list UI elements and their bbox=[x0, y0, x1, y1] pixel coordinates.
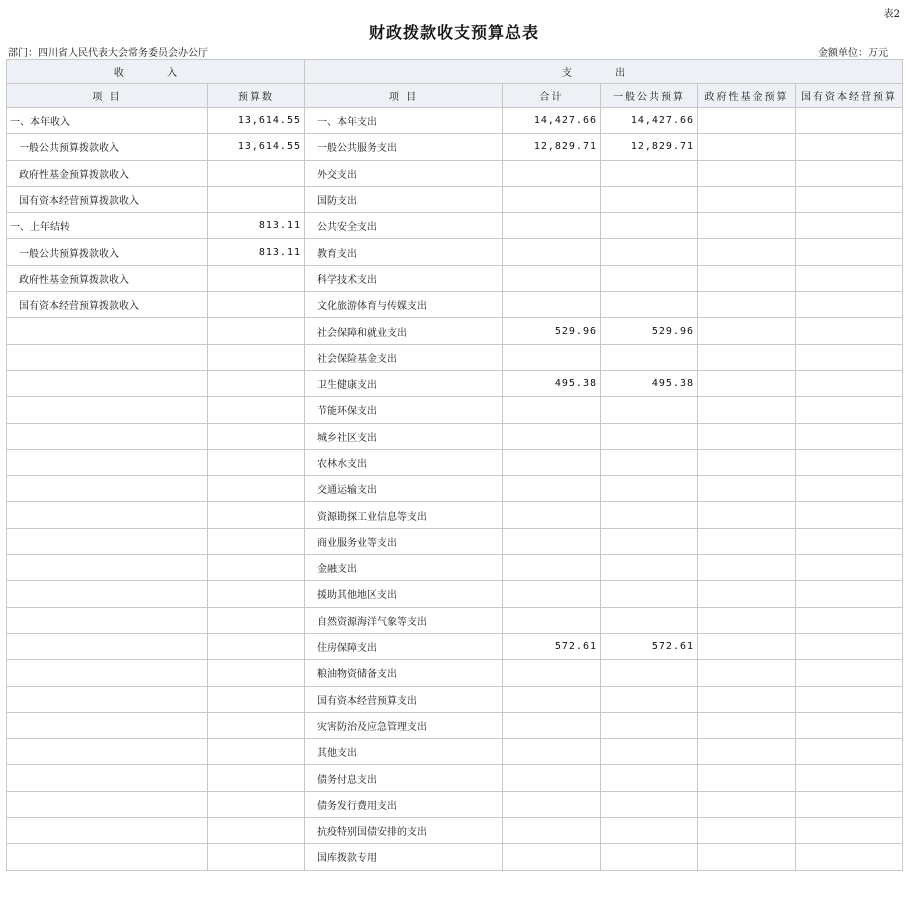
total-cell bbox=[503, 581, 601, 607]
gov-fund-cell bbox=[698, 660, 796, 686]
table-row bbox=[7, 476, 903, 502]
state-capital-cell bbox=[796, 265, 903, 291]
total-cell bbox=[503, 186, 601, 212]
gov-fund-cell bbox=[698, 844, 796, 870]
total-cell bbox=[503, 397, 601, 423]
gov-fund-cell bbox=[698, 739, 796, 765]
expense-item-cell: 一、本年支出 bbox=[305, 108, 503, 134]
gov-fund-cell bbox=[698, 818, 796, 844]
general-budget-cell bbox=[601, 712, 698, 738]
gov-fund-header: 政府性基金预算 bbox=[698, 84, 796, 108]
expense-item-cell: 商业服务业等支出 bbox=[305, 528, 503, 554]
income-amount-cell bbox=[208, 344, 305, 370]
expense-item-cell: 文化旅游体育与传媒支出 bbox=[305, 292, 503, 318]
gov-fund-cell bbox=[698, 160, 796, 186]
expense-item-cell: 自然资源海洋气象等支出 bbox=[305, 607, 503, 633]
expense-item-header: 项 目 bbox=[305, 84, 503, 108]
table-row bbox=[7, 186, 903, 212]
income-item-cell bbox=[7, 502, 208, 528]
expense-item-cell: 科学技术支出 bbox=[305, 265, 503, 291]
total-cell bbox=[503, 160, 601, 186]
income-amount-cell bbox=[208, 712, 305, 738]
gov-fund-cell bbox=[698, 344, 796, 370]
gov-fund-cell bbox=[698, 633, 796, 659]
gov-fund-cell bbox=[698, 397, 796, 423]
gov-fund-cell bbox=[698, 607, 796, 633]
total-cell bbox=[503, 607, 601, 633]
state-capital-cell bbox=[796, 555, 903, 581]
total-cell bbox=[503, 213, 601, 239]
table-row bbox=[7, 765, 903, 791]
income-amount-cell bbox=[208, 160, 305, 186]
gov-fund-cell bbox=[698, 186, 796, 212]
income-item-cell: 政府性基金预算拨款收入 bbox=[7, 265, 208, 291]
gov-fund-cell bbox=[698, 502, 796, 528]
income-amount-cell bbox=[208, 186, 305, 212]
table-row bbox=[7, 108, 903, 134]
income-item-cell bbox=[7, 476, 208, 502]
total-cell bbox=[503, 844, 601, 870]
total-cell: 495.38 bbox=[503, 370, 601, 396]
general-budget-cell bbox=[601, 397, 698, 423]
expense-item-cell: 其他支出 bbox=[305, 739, 503, 765]
gov-fund-cell bbox=[698, 239, 796, 265]
general-budget-cell bbox=[601, 423, 698, 449]
table-row bbox=[7, 844, 903, 870]
gov-fund-cell bbox=[698, 108, 796, 134]
gov-fund-cell bbox=[698, 791, 796, 817]
total-cell bbox=[503, 712, 601, 738]
table-row bbox=[7, 265, 903, 291]
gov-fund-cell bbox=[698, 712, 796, 738]
income-item-cell bbox=[7, 739, 208, 765]
income-item-cell: 政府性基金预算拨款收入 bbox=[7, 160, 208, 186]
expense-item-cell: 公共安全支出 bbox=[305, 213, 503, 239]
total-cell: 529.96 bbox=[503, 318, 601, 344]
gov-fund-cell bbox=[698, 370, 796, 396]
expense-item-cell: 灾害防治及应急管理支出 bbox=[305, 712, 503, 738]
total-cell: 572.61 bbox=[503, 633, 601, 659]
total-cell bbox=[503, 502, 601, 528]
table-row bbox=[7, 134, 903, 160]
state-capital-cell bbox=[796, 423, 903, 449]
state-capital-header: 国有资本经营预算 bbox=[796, 84, 903, 108]
expense-item-cell: 社会保障和就业支出 bbox=[305, 318, 503, 344]
expense-item-cell: 国有资本经营预算支出 bbox=[305, 686, 503, 712]
table-row bbox=[7, 370, 903, 396]
expense-item-cell: 金融支出 bbox=[305, 555, 503, 581]
table-row bbox=[7, 528, 903, 554]
general-budget-cell bbox=[601, 265, 698, 291]
general-budget-cell: 529.96 bbox=[601, 318, 698, 344]
general-budget-cell bbox=[601, 213, 698, 239]
table-row bbox=[7, 344, 903, 370]
total-cell bbox=[503, 765, 601, 791]
expense-item-cell: 资源勘探工业信息等支出 bbox=[305, 502, 503, 528]
expense-item-cell: 粮油物资储备支出 bbox=[305, 660, 503, 686]
income-amount-cell bbox=[208, 765, 305, 791]
income-amount-cell bbox=[208, 318, 305, 344]
general-budget-cell bbox=[601, 818, 698, 844]
income-amount-cell: 13,614.55 bbox=[208, 108, 305, 134]
income-item-cell bbox=[7, 344, 208, 370]
state-capital-cell bbox=[796, 370, 903, 396]
gov-fund-cell bbox=[698, 318, 796, 344]
general-budget-cell bbox=[601, 765, 698, 791]
gov-fund-cell bbox=[698, 686, 796, 712]
table-row bbox=[7, 660, 903, 686]
total-cell bbox=[503, 791, 601, 817]
gov-fund-cell bbox=[698, 765, 796, 791]
total-cell bbox=[503, 476, 601, 502]
gov-fund-cell bbox=[698, 265, 796, 291]
state-capital-cell bbox=[796, 449, 903, 475]
income-item-cell bbox=[7, 370, 208, 396]
general-budget-cell bbox=[601, 739, 698, 765]
total-cell bbox=[503, 265, 601, 291]
income-item-cell bbox=[7, 318, 208, 344]
income-item-cell bbox=[7, 423, 208, 449]
state-capital-cell bbox=[796, 739, 903, 765]
income-header: 收 入 bbox=[7, 60, 305, 84]
income-amount-cell bbox=[208, 818, 305, 844]
expense-item-cell: 城乡社区支出 bbox=[305, 423, 503, 449]
general-budget-cell: 572.61 bbox=[601, 633, 698, 659]
page-title: 财政拨款收支预算总表 bbox=[368, 23, 539, 42]
total-cell bbox=[503, 292, 601, 318]
income-item-cell: 国有资本经营预算拨款收入 bbox=[7, 292, 208, 318]
income-amount-cell: 813.11 bbox=[208, 213, 305, 239]
state-capital-cell bbox=[796, 818, 903, 844]
table-row bbox=[7, 239, 903, 265]
income-item-cell: 一般公共预算拨款收入 bbox=[7, 134, 208, 160]
state-capital-cell bbox=[796, 607, 903, 633]
income-item-cell bbox=[7, 528, 208, 554]
total-cell bbox=[503, 344, 601, 370]
income-item-cell bbox=[7, 660, 208, 686]
income-amount-cell bbox=[208, 292, 305, 318]
gov-fund-cell bbox=[698, 581, 796, 607]
expense-item-cell: 援助其他地区支出 bbox=[305, 581, 503, 607]
income-item-cell bbox=[7, 607, 208, 633]
total-cell: 12,829.71 bbox=[503, 134, 601, 160]
table-row bbox=[7, 397, 903, 423]
table-row bbox=[7, 739, 903, 765]
state-capital-cell bbox=[796, 791, 903, 817]
income-amount-cell bbox=[208, 555, 305, 581]
gov-fund-cell bbox=[698, 292, 796, 318]
income-amount-cell: 813.11 bbox=[208, 239, 305, 265]
expense-item-cell: 债务发行费用支出 bbox=[305, 791, 503, 817]
income-item-cell bbox=[7, 397, 208, 423]
gov-fund-cell bbox=[698, 555, 796, 581]
general-budget-cell bbox=[601, 344, 698, 370]
general-budget-cell bbox=[601, 581, 698, 607]
table-row bbox=[7, 423, 903, 449]
table-row bbox=[7, 581, 903, 607]
table-row bbox=[7, 292, 903, 318]
table-row bbox=[7, 607, 903, 633]
income-item-cell: 一、本年收入 bbox=[7, 108, 208, 134]
total-cell bbox=[503, 818, 601, 844]
general-budget-header: 一般公共预算 bbox=[601, 84, 698, 108]
total-cell bbox=[503, 660, 601, 686]
table-row bbox=[7, 791, 903, 817]
income-item-cell: 一、上年结转 bbox=[7, 213, 208, 239]
general-budget-cell bbox=[601, 292, 698, 318]
state-capital-cell bbox=[796, 186, 903, 212]
income-item-cell bbox=[7, 633, 208, 659]
total-header: 合计 bbox=[503, 84, 601, 108]
income-amount-cell bbox=[208, 791, 305, 817]
state-capital-cell bbox=[796, 160, 903, 186]
state-capital-cell bbox=[796, 712, 903, 738]
general-budget-cell bbox=[601, 449, 698, 475]
income-item-cell bbox=[7, 712, 208, 738]
state-capital-cell bbox=[796, 108, 903, 134]
expense-item-cell: 一般公共服务支出 bbox=[305, 134, 503, 160]
general-budget-cell: 495.38 bbox=[601, 370, 698, 396]
income-amount-cell bbox=[208, 607, 305, 633]
state-capital-cell bbox=[796, 344, 903, 370]
income-item-cell bbox=[7, 686, 208, 712]
expense-item-cell: 农林水支出 bbox=[305, 449, 503, 475]
table-row bbox=[7, 318, 903, 344]
expense-item-cell: 住房保障支出 bbox=[305, 633, 503, 659]
state-capital-cell bbox=[796, 502, 903, 528]
state-capital-cell bbox=[796, 581, 903, 607]
state-capital-cell bbox=[796, 318, 903, 344]
income-item-cell: 一般公共预算拨款收入 bbox=[7, 239, 208, 265]
state-capital-cell bbox=[796, 239, 903, 265]
income-item-cell: 国有资本经营预算拨款收入 bbox=[7, 186, 208, 212]
income-item-cell bbox=[7, 765, 208, 791]
income-item-cell bbox=[7, 791, 208, 817]
total-cell bbox=[503, 555, 601, 581]
table-row bbox=[7, 633, 903, 659]
expense-item-cell: 债务付息支出 bbox=[305, 765, 503, 791]
state-capital-cell bbox=[796, 528, 903, 554]
table-row bbox=[7, 555, 903, 581]
expense-item-cell: 教育支出 bbox=[305, 239, 503, 265]
state-capital-cell bbox=[796, 765, 903, 791]
income-amount-cell bbox=[208, 686, 305, 712]
general-budget-cell bbox=[601, 844, 698, 870]
gov-fund-cell bbox=[698, 213, 796, 239]
expense-item-cell: 国库拨款专用 bbox=[305, 844, 503, 870]
income-item-cell bbox=[7, 555, 208, 581]
general-budget-cell bbox=[601, 502, 698, 528]
income-amount-cell bbox=[208, 660, 305, 686]
general-budget-cell bbox=[601, 476, 698, 502]
income-amount-cell: 13,614.55 bbox=[208, 134, 305, 160]
expense-item-cell: 节能环保支出 bbox=[305, 397, 503, 423]
budget-table bbox=[6, 59, 903, 871]
state-capital-cell bbox=[796, 397, 903, 423]
income-amount-cell bbox=[208, 370, 305, 396]
header-row-group bbox=[7, 60, 903, 84]
income-item-cell bbox=[7, 581, 208, 607]
income-item-cell bbox=[7, 449, 208, 475]
general-budget-cell: 14,427.66 bbox=[601, 108, 698, 134]
header-row-columns bbox=[7, 84, 903, 108]
department-label: 部门：四川省人民代表大会常务委员会办公厅 bbox=[8, 48, 208, 59]
expense-item-cell: 社会保险基金支出 bbox=[305, 344, 503, 370]
general-budget-cell bbox=[601, 607, 698, 633]
table-number: 表2 bbox=[883, 9, 900, 20]
total-cell: 14,427.66 bbox=[503, 108, 601, 134]
state-capital-cell bbox=[796, 686, 903, 712]
income-amount-cell bbox=[208, 449, 305, 475]
general-budget-cell bbox=[601, 160, 698, 186]
budget-header: 预算数 bbox=[208, 84, 305, 108]
state-capital-cell bbox=[796, 844, 903, 870]
gov-fund-cell bbox=[698, 528, 796, 554]
total-cell bbox=[503, 449, 601, 475]
table-row bbox=[7, 213, 903, 239]
state-capital-cell bbox=[796, 660, 903, 686]
expense-item-cell: 国防支出 bbox=[305, 186, 503, 212]
expense-header: 支 出 bbox=[305, 60, 903, 84]
general-budget-cell bbox=[601, 660, 698, 686]
table-row bbox=[7, 449, 903, 475]
gov-fund-cell bbox=[698, 423, 796, 449]
table-row bbox=[7, 686, 903, 712]
general-budget-cell bbox=[601, 239, 698, 265]
unit-label: 金额单位：万元 bbox=[818, 48, 888, 59]
expense-item-cell: 卫生健康支出 bbox=[305, 370, 503, 396]
general-budget-cell bbox=[601, 528, 698, 554]
state-capital-cell bbox=[796, 134, 903, 160]
income-amount-cell bbox=[208, 528, 305, 554]
general-budget-cell bbox=[601, 555, 698, 581]
income-amount-cell bbox=[208, 423, 305, 449]
table-row bbox=[7, 712, 903, 738]
total-cell bbox=[503, 423, 601, 449]
state-capital-cell bbox=[796, 633, 903, 659]
gov-fund-cell bbox=[698, 449, 796, 475]
state-capital-cell bbox=[796, 292, 903, 318]
income-amount-cell bbox=[208, 633, 305, 659]
table-row bbox=[7, 160, 903, 186]
total-cell bbox=[503, 686, 601, 712]
total-cell bbox=[503, 239, 601, 265]
gov-fund-cell bbox=[698, 134, 796, 160]
income-amount-cell bbox=[208, 476, 305, 502]
total-cell bbox=[503, 739, 601, 765]
expense-item-cell: 抗疫特别国债安排的支出 bbox=[305, 818, 503, 844]
income-item-header: 项 目 bbox=[7, 84, 208, 108]
income-amount-cell bbox=[208, 397, 305, 423]
general-budget-cell bbox=[601, 186, 698, 212]
state-capital-cell bbox=[796, 476, 903, 502]
gov-fund-cell bbox=[698, 476, 796, 502]
income-amount-cell bbox=[208, 581, 305, 607]
general-budget-cell: 12,829.71 bbox=[601, 134, 698, 160]
general-budget-cell bbox=[601, 686, 698, 712]
income-item-cell bbox=[7, 844, 208, 870]
expense-item-cell: 外交支出 bbox=[305, 160, 503, 186]
total-cell bbox=[503, 528, 601, 554]
income-amount-cell bbox=[208, 844, 305, 870]
state-capital-cell bbox=[796, 213, 903, 239]
table-row bbox=[7, 502, 903, 528]
income-item-cell bbox=[7, 818, 208, 844]
income-amount-cell bbox=[208, 502, 305, 528]
general-budget-cell bbox=[601, 791, 698, 817]
income-amount-cell bbox=[208, 265, 305, 291]
table-row bbox=[7, 818, 903, 844]
income-amount-cell bbox=[208, 739, 305, 765]
expense-item-cell: 交通运输支出 bbox=[305, 476, 503, 502]
